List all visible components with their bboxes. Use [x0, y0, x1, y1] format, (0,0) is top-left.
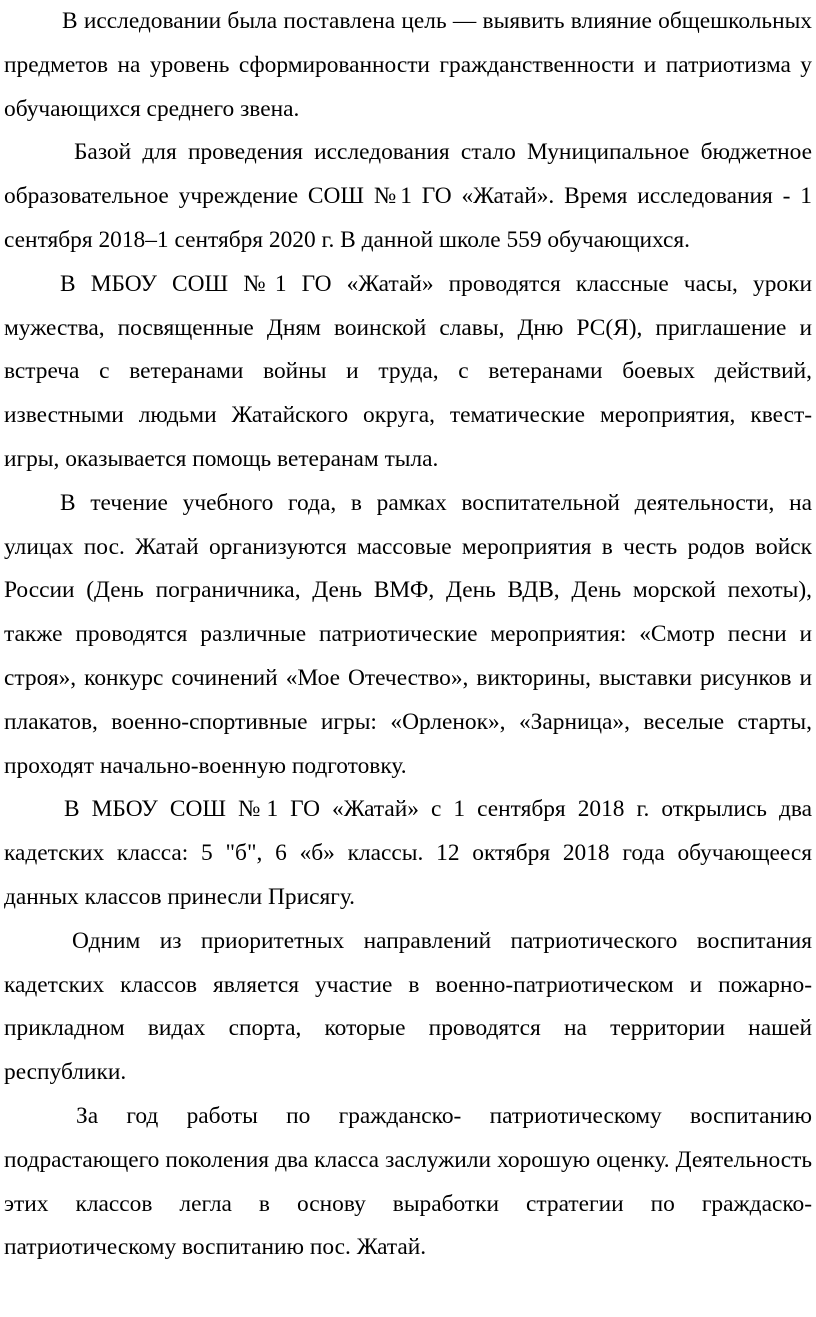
paragraph-research-base: Базой для проведения исследования стало Муниципальное бюджетное образовательное учреждение СОШ №1 ГО «Жатай». Время исследования - 1 сентября 2018–1 сентября 2020 г. В данной школе 559 обучающихся. [4, 139, 812, 253]
paragraph-school-activities: В МБОУ СОШ №1 ГО «Жатай» проводятся классные часы, уроки мужества, посвященные Дням воинской славы, Дню РС(Я), приглашение и встреча с ветеранами войны и труда, с ветеранами боевых действий, известными людьми Жатайского округа, тематические мероприятия, квест-игры, оказывается помощь ветеранам тыла. [4, 270, 812, 472]
paragraph-cadet-classes: В МБОУ СОШ №1 ГО «Жатай» с 1 сентября 2018 г. открылись два кадетских класса: 5 "б", 6 «б» классы. 12 октября 2018 года обучающееся данных классов принесли Присягу. [4, 796, 812, 910]
paragraph-mass-events: В течение учебного года, в рамках воспитательной деятельности, на улицах пос. Жатай организуются массовые мероприятия в честь родов войск России (День пограничника, День ВМФ, День ВДВ, День морской пехоты), также проводятся различные патриотические мероприятия: «Смотр песни и строя», конкурс сочинений «Мое Отечество», викторины, выставки рисунков и плакатов, военно-спортивные игры: «Орленок», «Зарница», веселые старты, проходят начально-военную подготовку. [4, 489, 812, 779]
paragraph-year-results: За год работы по гражданско- патриотическому воспитанию подрастающего поколения два класса заслужили хорошую оценку. Деятельность этих классов легла в основу выработки стратегии по граждаско-патриотическому воспитанию пос. Жатай. [4, 1102, 812, 1261]
paragraph-research-goal: В исследовании была поставлена цель — выявить влияние общешкольных предметов на уровень сформированности гражданственности и патриотизма у обучающихся среднего звена. [4, 8, 812, 122]
paragraph-priority-directions: Одним из приоритетных направлений патриотического воспитания кадетских классов является участие в военно-патриотическом и пожарно-прикладном видах спорта, которые проводятся на территории нашей республики. [4, 927, 812, 1086]
